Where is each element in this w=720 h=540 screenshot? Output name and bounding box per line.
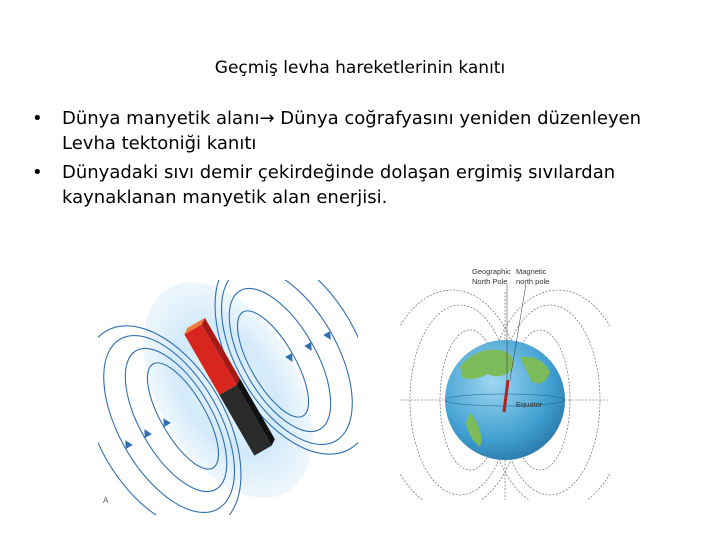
bullet-item-2 — [30, 160, 700, 210]
bullet-2-line-2: kaynaklanan manyetik alan enerjisi. — [62, 187, 388, 208]
slide-title: Geçmiş levha hareketlerinin kanıtı — [214, 58, 506, 78]
geographic-pole-label-2: North Pole — [472, 277, 508, 286]
bar-magnet-field-figure — [98, 280, 358, 515]
right-arrow-icon: → — [259, 108, 275, 129]
bullet-2-line-1: Dünyadaki sıvı demir çekirdeğinde dolaşan ergimiş sıvılardan — [62, 162, 616, 183]
bullet-1-text-start: Dünya manyetik alanı — [62, 108, 260, 129]
geographic-pole-label-1: Geographic — [472, 267, 511, 276]
bullet-item-1 — [30, 106, 700, 156]
bullet-1-line-2: Levha tektoniği kanıtı — [62, 133, 257, 154]
field-lines-group — [98, 280, 358, 515]
bullet-dot-icon: • — [32, 162, 43, 183]
bullet-dot-icon: • — [32, 108, 43, 129]
bullet-1-text-end: Dünya coğrafyasını yeniden düzenleyen — [274, 108, 642, 129]
figure-caption: A — [103, 496, 109, 505]
bullet-list — [30, 106, 700, 214]
magnetic-pole-label-2: north pole — [516, 277, 550, 286]
equator-label: Equator — [516, 400, 543, 409]
magnetic-pole-label-1: Magnetic — [516, 267, 547, 276]
earth-magnetic-field-figure — [400, 262, 610, 500]
